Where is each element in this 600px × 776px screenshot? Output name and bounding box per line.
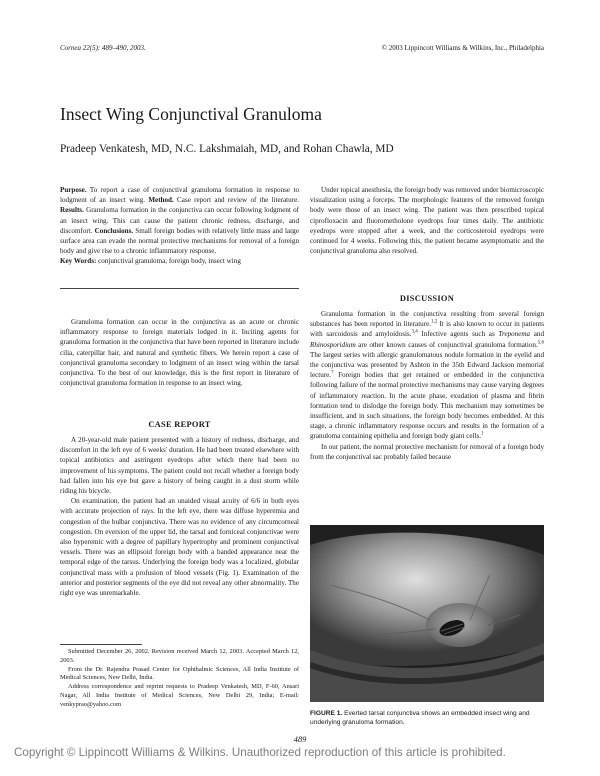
method-label: Method.: [148, 196, 174, 205]
case-report-body: [60, 435, 299, 598]
discussion-body: [310, 309, 544, 462]
discussion-paragraph-1: Granuloma formation in the conjunctiva resulting from several foreign substances has been reported in literature.$^{1,2}$ It is also known to occur in patients with sarcoidosis and amyloidosis.$^{3,4}$ Infective agents such as Treponema and Rhinosporidium are other known causes of conjunctival granuloma formation.$^{5,6}$ The largest series with allergic granulomatous nodule formation in the eyelid and the conjunctiva was presented by Ashton in the 35th Edward Jackson memorial lecture.$^7$ Foreign bodies that get retained or embedded in the conjunctiva following failure of the normal protective mechanisms may cause varying degrees of inflammatory reaction. In the acute phase, exudation of plasma and fibrin formation tend to dislodge the foreign body. This mechanism may sometimes be insufficient, and in such situations, the foreign body becomes embedded. At this stage, a chronic inflammatory response occurs and results in the formation of a granuloma containing epithelia and foreign body giant cells.$^1$: [310, 310, 545, 441]
method-text: Case report and review of the literature.: [173, 196, 299, 205]
case-report-continuation: [310, 185, 544, 256]
conclusions-label: Conclusions.: [94, 226, 134, 235]
discussion-paragraph-2: In our patient, the normal protective mechanism for removal of a foreign body from the conjunctival sac probably failed because: [310, 442, 544, 461]
purpose-label: Purpose.: [60, 186, 87, 194]
page-number: 489: [293, 734, 307, 744]
footnote-correspondence: Address correspondence and reprint requests to Pradeep Venkatesh, MD, F-60, Ansari Nagar, All India Institute of Medical Sciences, New Delhi 29, India; E-mail: venkyprao@yahoo.com: [60, 683, 299, 708]
conclusions-text: Small foreign bodies with relatively little mass and large surface area can evade the normal protective mechanisms for removal of a foreign body and give rise to a chronic inflammatory response.: [60, 226, 299, 256]
abstract: [60, 185, 299, 267]
treatment-paragraph: Under topical anesthesia, the foreign body was removed under biomicroscopic visualization using a forceps. The morphologic features of the removed foreign body were those of an insect wing. The patient was then prescribed topical ciprofloxacin and fluorometholone eyedrops four times daily. The antibiotic eyedrops were stopped after a week, and the corticosteroid eyedrops were continued for 4 weeks. Following this, the patient became asymptomatic and the conjunctival granuloma also resolved.: [310, 186, 544, 256]
article-title: Insect Wing Conjunctival Granuloma: [60, 104, 322, 124]
abstract-divider: [60, 288, 299, 289]
purpose-text: To report a case of conjunctival granuloma formation in response to lodgment of an insect wing.: [60, 186, 299, 205]
footnote-dates: Submitted December 26, 2002. Revision received March 12, 2003. Accepted March 12, 2003.: [60, 648, 299, 664]
footnotes: [60, 648, 299, 710]
author-list: Pradeep Venkatesh, MD, N.C. Lakshmaiah, MD, and Rohan Chawla, MD: [60, 143, 394, 155]
figure-1-photo: [310, 525, 544, 702]
results-text: Granuloma formation in the conjunctiva can occur following lodgment of an insect wing. This can cause the patient chronic redness, discharge, and discomfort.: [60, 206, 299, 235]
journal-citation: Cornea 22(5): 489–490, 2003.: [60, 44, 146, 52]
keywords-label: Key Words:: [60, 257, 97, 266]
discussion-heading: DISCUSSION: [399, 294, 455, 303]
case-report-heading: CASE REPORT: [148, 420, 211, 429]
publisher-copyright: © 2003 Lippincott Williams & Wilkins, Inc., Philadelphia: [381, 44, 544, 52]
figure-label: FIGURE 1.: [310, 710, 343, 717]
case-report-paragraph-2: On examination, the patient had an unaided visual acuity of 6/6 in both eyes with accurate projection of rays. In the left eye, there was diffuse hyperemia and congestion of the bulbar conjunctiva. There was no evidence of any circumcorneal congestion. On eversion of the upper lid, the tarsal and forniceal conjunctivae were also hyperemic with a degree of papillary hypertrophy and prominent conjunctival vessels. There was an ellipsoid foreign body with a banded appearance near the temporal edge of the tarsus. Underlying the foreign body was a localized, globular conjunctival mass with a profusion of blood vessels (Fig. 1). Examination of the anterior and posterior segments of the eye did not reveal any other abnormality. The right eye was unremarkable.: [60, 497, 299, 598]
intro-paragraph: Granuloma formation can occur in the conjunctiva as an acute or chronic inflammatory response to foreign materials lodged in it. Inciting agents for granuloma formation in the conjunctiva that have been reported in literature include cilia, caterpillar hair, and natural and synthetic fibers. We herein report a case of conjunctival granuloma secondary to lodgment of an insect wing within the tarsal conjunctiva. To the best of our knowledge, this is the first report in literature of conjunctival granuloma formation in response to an insect wing.: [60, 318, 299, 388]
figure-1-caption: [310, 709, 544, 727]
copyright-notice: Copyright © Lippincott Williams & Wilkins. Unauthorized reproduction of this article is prohibited.: [14, 746, 506, 759]
footnote-affiliation: From the Dr. Rajendra Prasad Center for Ophthalmic Sciences, All India Institute of Medical Sciences, New Delhi, India.: [60, 665, 299, 682]
figure-caption-text: Everted tarsal conjunctiva shows an embedded insect wing and underlying granuloma formation.: [310, 710, 530, 726]
keywords-text: conjunctival granuloma, foreign body, insect wing: [96, 257, 241, 266]
introduction: [60, 317, 299, 388]
case-report-paragraph-1: A 20-year-old male patient presented with a history of redness, discharge, and discomfort in the left eye of 6 weeks' duration. He had been treated elsewhere with topical antibiotics and astringent eyedrops after which there had been no improvement of his symptoms. The patient could not recall whether a foreign body had fallen into his eye but gave a history of being caught in a dust storm while riding his bicycle.: [60, 436, 299, 496]
results-label: Results.: [60, 206, 84, 215]
footnote-divider: [60, 644, 142, 645]
